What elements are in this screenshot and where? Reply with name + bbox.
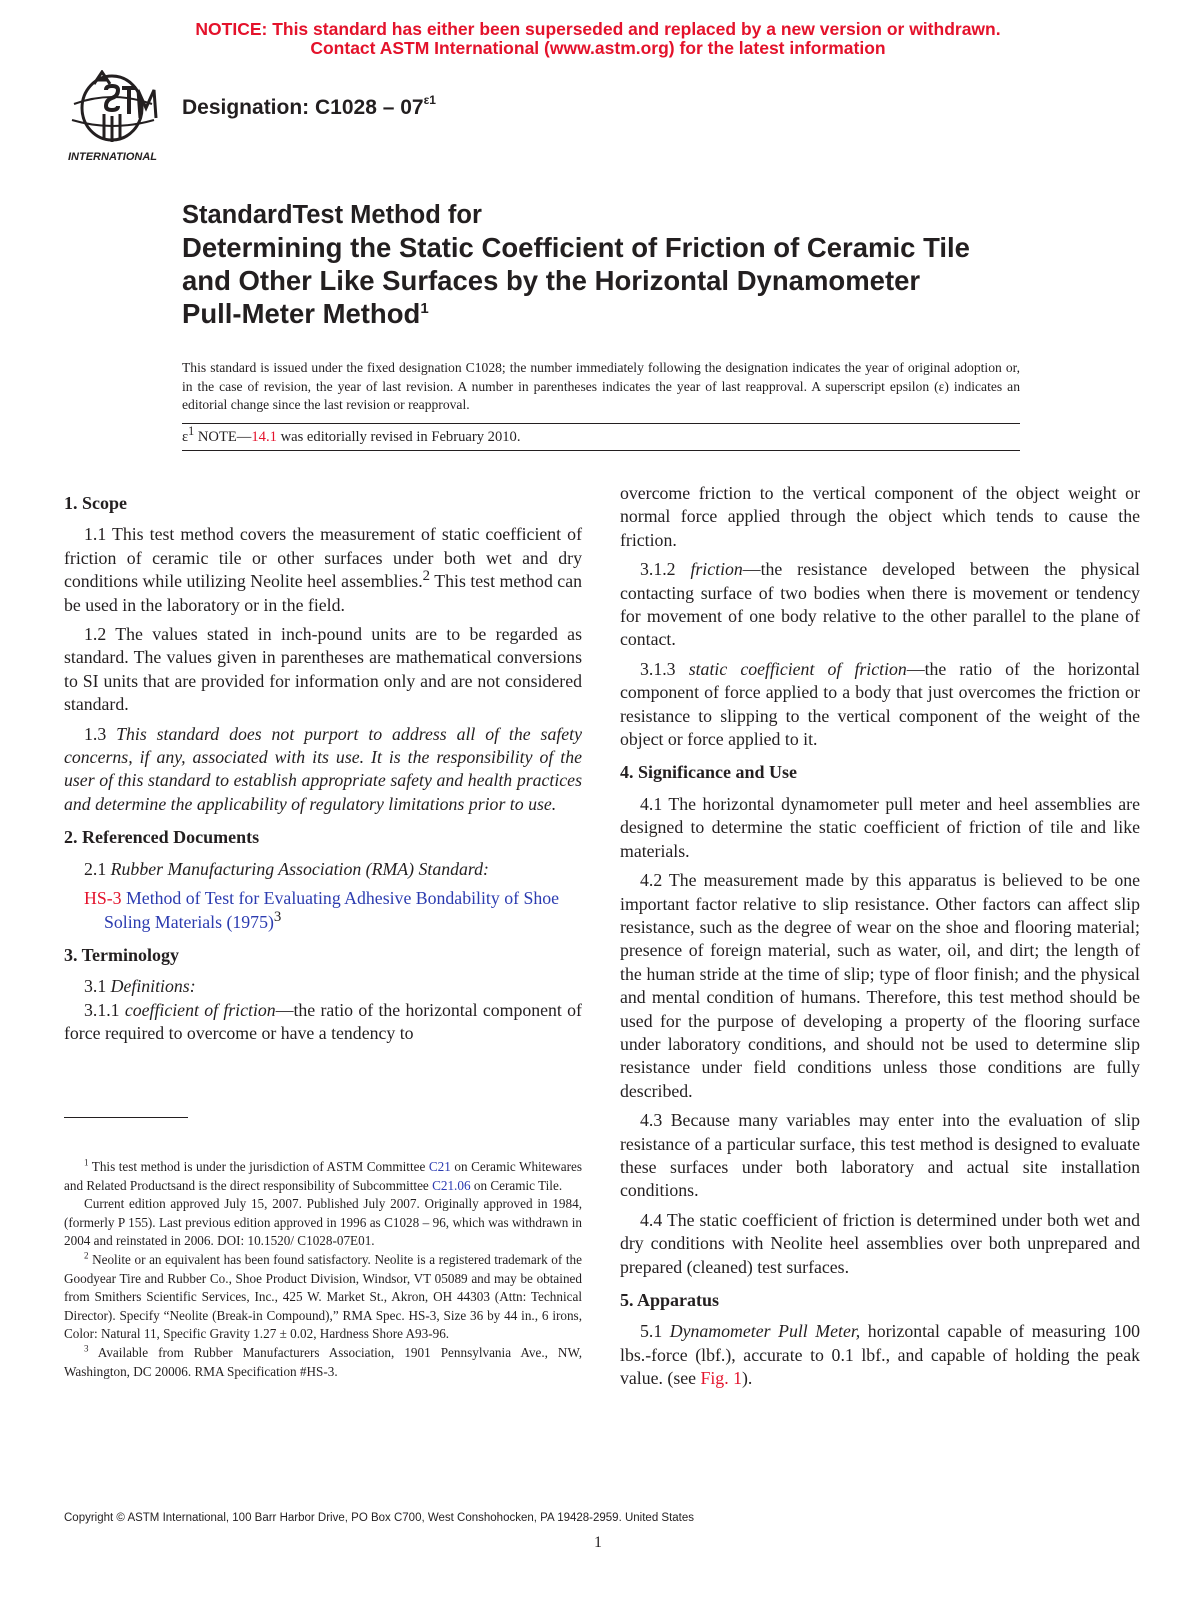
page-number: 1 xyxy=(594,1534,602,1551)
para-1-2: 1.2 The values stated in inch-pound units are to be regarded as standard. The values given in parentheses are mathematical conversions to SI units that are provided for information only and are not considered standard. xyxy=(64,624,582,715)
withdrawal-notice xyxy=(0,20,1196,58)
footnotes xyxy=(64,1158,582,1381)
designation-label: Designation: C1028 – 07 xyxy=(182,96,424,119)
designation xyxy=(182,93,436,120)
para-1-1: 1.1 This test method covers the measurement of static coefficient of friction of ceramic tile or other surfaces under both wet and dry conditions while utilizing Neolite heel assemblies.$^2$ This test method can be used in the laboratory or in the field. xyxy=(64,524,582,615)
note-link-14-1[interactable]: 14.1 xyxy=(251,429,277,445)
notice-line-1: NOTICE: This standard has either been superseded and replaced by a new version or withdrawn. xyxy=(195,19,1001,39)
title-line-1: StandardTest Method for xyxy=(182,201,482,229)
para-4-2: 4.2 The measurement made by this apparatus is believed to be one important factor relative to slip resistance. Other factors can affect slip resistance, such as the degree of wear on the shoe and flooring material; presence of foreign material, such as water, oil, and dirt; the length of the human stride at the time of slip; type of floor finish; and the physical and mental condition of humans. Therefore, this test method should be used for the purpose of developing a property of the flooring surface under laboratory conditions, and should not be used to determine slip resistance under field conditions unless those conditions are fully described. xyxy=(620,870,1140,1101)
ref-title-link[interactable]: Method of Test for Evaluating Adhesive Bondability of Shoe Soling Materials (1975) xyxy=(104,888,560,932)
right-column xyxy=(620,482,1140,1397)
astm-logo xyxy=(66,70,170,166)
para-3-1-1: 3.1.1 coefficient of friction—the ratio of the horizontal component of force required to overcome or have a tendency to xyxy=(64,999,582,1044)
footnote-1-edition: Current edition approved July 15, 2007. Published July 2007. Originally approved in 1984, (formerly P 155). Last previous edition approved in 1996 as C1028 – 96, which was withdrawn in 2004 and reinstated in 2006. DOI: 10.1520/ C1028-07E01. xyxy=(64,1196,582,1249)
footnote-link-c21-06[interactable]: C21.06 xyxy=(432,1177,471,1193)
para-3-1-2: 3.1.2 friction—the resistance developed between the physical contacting surface of two bodies when there is movement or tendency for movement of one body relative to the other parallel to the plane of contact. xyxy=(620,559,1140,650)
footnote-rule xyxy=(64,1117,188,1118)
title-line-3: and Other Like Surfaces by the Horizontal Dynamometer xyxy=(182,265,921,296)
title-footnote-mark: 1 xyxy=(420,299,429,317)
designation-superscript: ε1 xyxy=(423,93,436,107)
section-3-heading: 3. Terminology xyxy=(64,944,180,965)
document-title xyxy=(182,200,1062,330)
footnote-link-c21[interactable]: C21 xyxy=(428,1159,451,1174)
editorial-note xyxy=(182,424,521,446)
section-1-heading: 1. Scope xyxy=(64,493,127,513)
para-2-1: 2.1 Rubber Manufacturing Association (RMA) Standard: xyxy=(84,858,489,879)
divider-top xyxy=(182,423,1020,424)
copyright-line: Copyright © ASTM International, 100 Barr Harbor Drive, PO Box C700, West Conshohocken, PA 19428-2959. United States xyxy=(64,1512,695,1524)
logo-text: INTERNATIONAL xyxy=(68,151,158,163)
divider-bottom xyxy=(182,450,1020,451)
fig-1-link[interactable]: Fig. 1 xyxy=(700,1368,742,1389)
para-1-3: 1.3 This standard does not purport to address all of the safety concerns, if any, associated with its use. It is the responsibility of the user of this standard to establish appropriate safety and health practices and determine the applicability of regulatory limitations prior to use. xyxy=(64,723,583,814)
section-4-heading: 4. Significance and Use xyxy=(620,762,798,783)
note-suffix: was editorially revised in February 2010. xyxy=(276,429,521,445)
footnote-2: $^2$ Neolite or an equivalent has been found satisfactory. Neolite is a registered trademark of the Goodyear Tire and Rubber Co., Shoe Product Division, Windsor, VT 05089 and may be obtained from Smithers Scientific Services, Inc., 425 W. Market St., Akron, OH 44303 (Attn: Technical Director). Specify “Neolite (Break-in Compound),” RMA Spec. HS-3, Size 36 by 44 in., 6 irons, Color: Natural 11, Specific Gravity 1.27 ± 0.02, Hardness Shore A93-96. xyxy=(64,1250,582,1342)
note-prefix: NOTE— xyxy=(194,429,252,445)
title-line-4: Pull-Meter Method xyxy=(182,298,421,329)
para-4-4: 4.4 The static coefficient of friction is determined under both wet and dry conditions with Neolite heel assemblies over both unprepared and prepared (cleaned) test surfaces. xyxy=(620,1209,1140,1277)
title-line-2: Determining the Static Coefficient of Friction of Ceramic Tile xyxy=(182,232,970,263)
para-3-1: 3.1 Definitions: xyxy=(84,976,196,997)
para-3-1-1-continuation: overcome friction to the vertical component of the object weight or normal force applied through the object which tends to cause the friction. xyxy=(620,483,1140,550)
section-2-heading: 2. Referenced Documents xyxy=(64,827,260,848)
section-5-heading: 5. Apparatus xyxy=(620,1290,720,1310)
notice-line-2: Contact ASTM International (www.astm.org) for the latest information xyxy=(310,38,886,58)
footnote-1: $^1$ This test method is under the jurisdiction of ASTM Committee C21 on Ceramic Whitewares and Related Productsand is the direct responsibility of Subcommittee C21.06 on Ceramic Tile. xyxy=(64,1157,582,1193)
epsilon-symbol: ε xyxy=(182,429,189,445)
para-4-1: 4.1 The horizontal dynamometer pull meter and heel assemblies are designed to determine the static coefficient of friction of tile and like materials. xyxy=(620,793,1140,861)
para-3-1-3: 3.1.3 static coefficient of friction—the ratio of the horizontal component of force applied to a body that just overcomes the friction or resistance to slipping to the vertical component of the weight of the object or force applied to it. xyxy=(620,658,1140,750)
epsilon-sup: 1 xyxy=(188,424,195,439)
issued-statement: This standard is issued under the fixed designation C1028; the number immediately following the designation indicates the year of original adoption or, in the case of revision, the year of last revision. A number in parentheses indicates the year of last reapproval. A superscript epsilon (ε) indicates an editorial change since the last revision or reapproval. xyxy=(182,360,1020,413)
reference-hs-3[interactable]: HS-3 Method of Test for Evaluating Adhesive Bondability of Shoe Soling Materials $(1975)^3$ xyxy=(84,888,560,932)
left-column xyxy=(64,492,582,1052)
footnote-3: $^3$ Available from Rubber Manufacturers Association, 1901 Pennsylvania Ave., NW, Washington, DC 20006. RMA Specification #HS-3. xyxy=(64,1343,582,1379)
para-5-1: 5.1 Dynamometer Pull Meter, horizontal capable of measuring 100 lbs.-force (lbf.), accurate to 0.1 lbf., and capable of holding the peak value. (see Fig. 1). xyxy=(620,1321,1140,1389)
para-4-3: 4.3 Because many variables may enter into the evaluation of slip resistance of a particular surface, this test method is designed to evaluate these surfaces under both laboratory and actual site installation conditions. xyxy=(620,1110,1140,1201)
ref-code-link[interactable]: HS-3 xyxy=(84,888,122,909)
